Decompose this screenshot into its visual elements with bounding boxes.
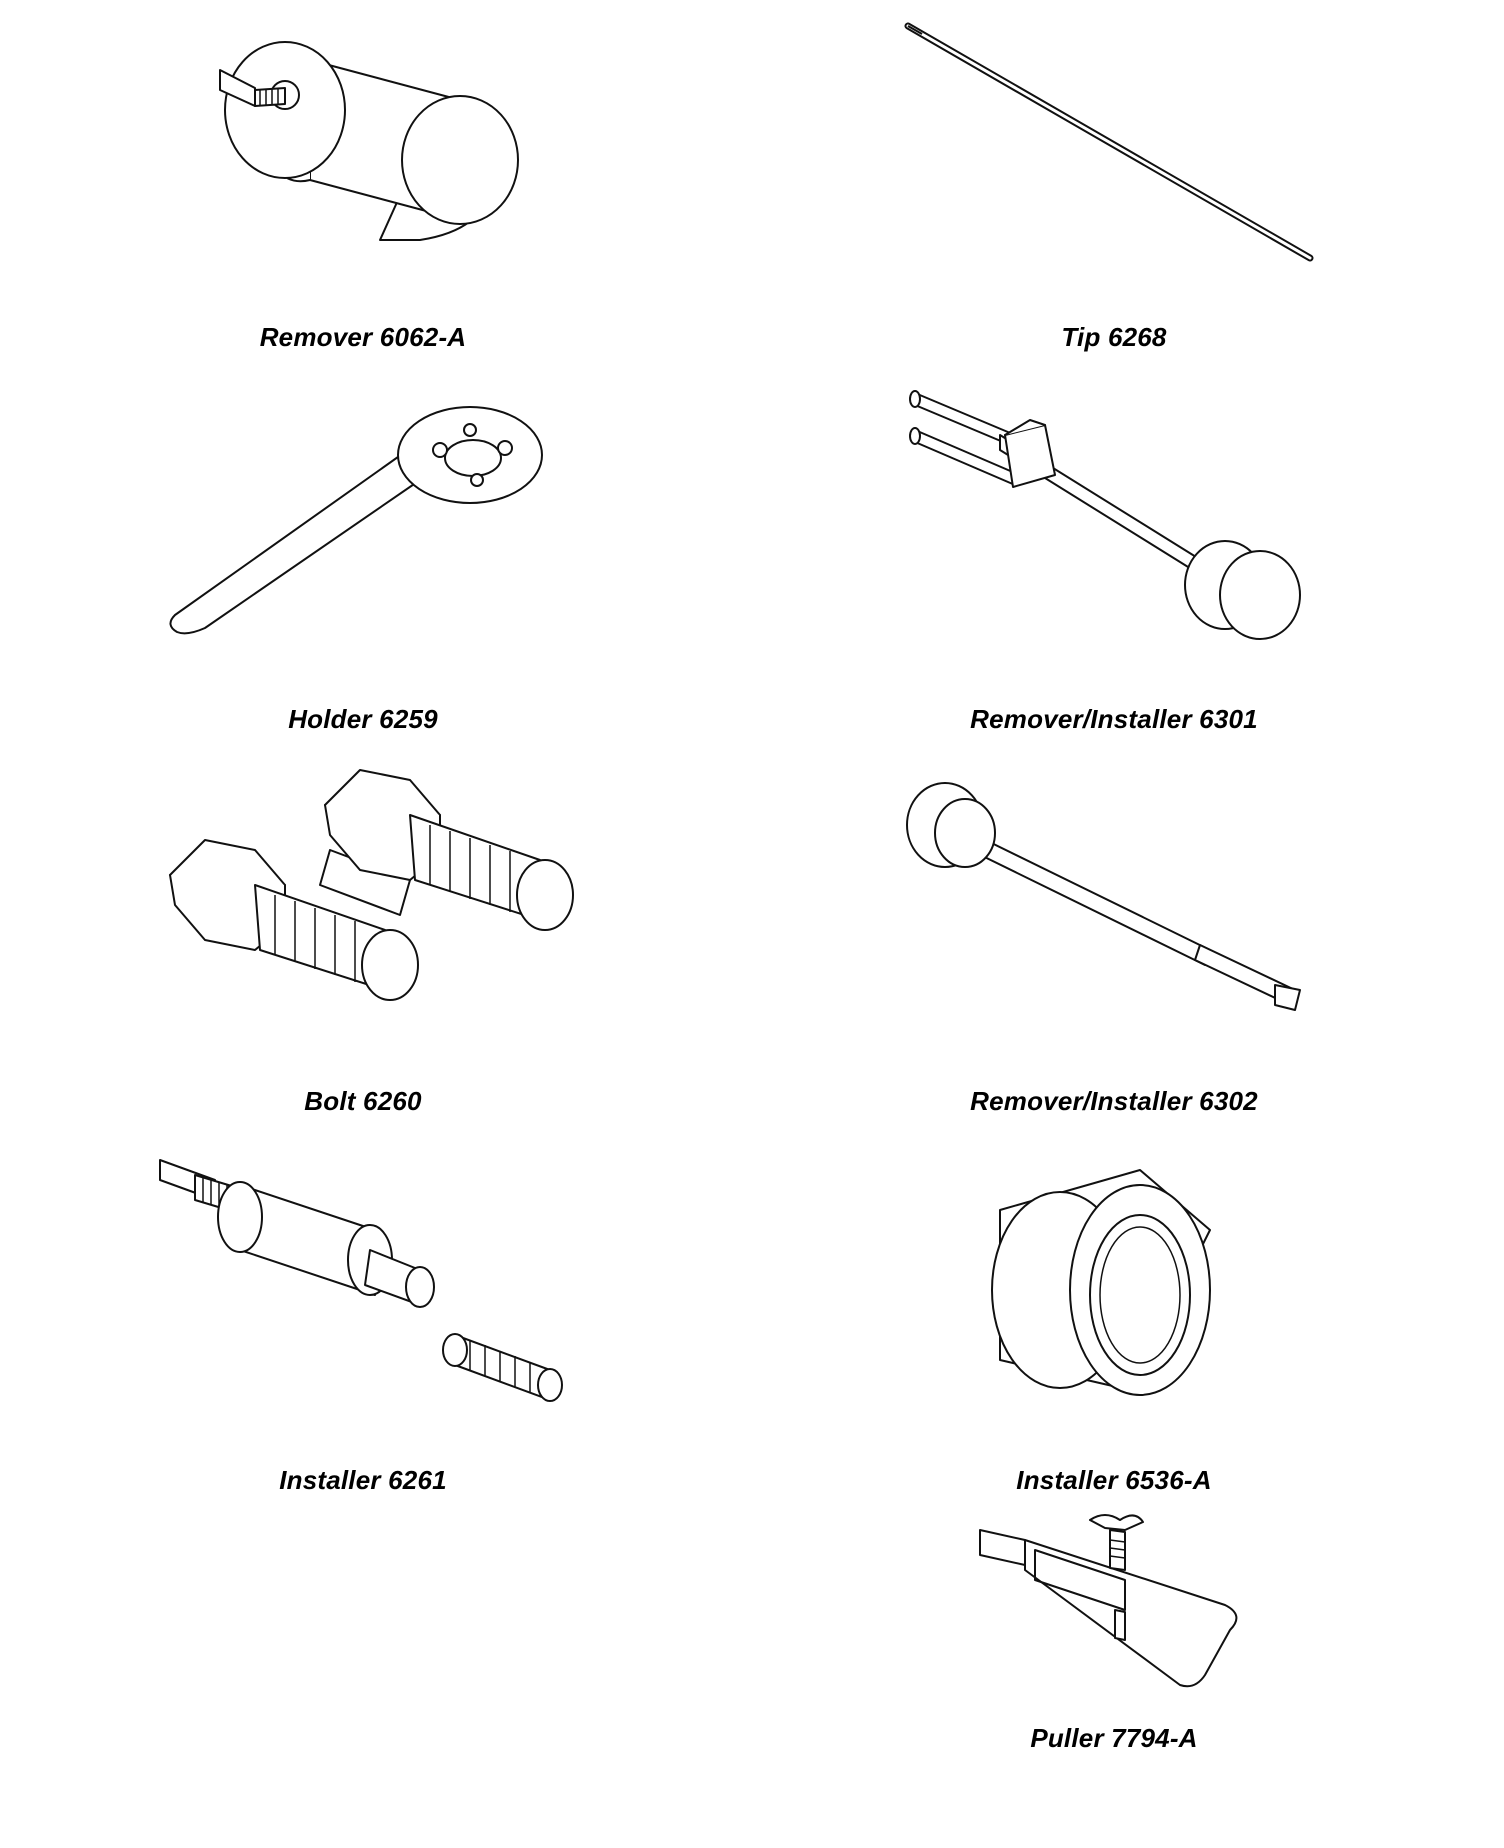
label-puller-7794a: Puller 7794-A (1030, 1723, 1198, 1753)
remover-installer-6301-illustration (905, 375, 1325, 675)
puller-7794a-illustration (975, 1510, 1255, 1700)
tip-6268-illustration (900, 20, 1320, 270)
label-remover-installer-6301: Remover/Installer 6301 (970, 704, 1258, 734)
label-holder-6259: Holder 6259 (288, 704, 438, 734)
installer-6536a-illustration (980, 1150, 1240, 1410)
remover-6062a-illustration (240, 20, 540, 260)
label-remover-installer-6302: Remover/Installer 6302 (970, 1086, 1258, 1116)
label-tip-6268: Tip 6268 (1061, 322, 1167, 352)
label-installer-6261: Installer 6261 (279, 1465, 447, 1495)
bolt-6260-illustration (160, 755, 580, 1055)
remover-installer-6302-illustration (905, 765, 1325, 1025)
installer-6261-illustration (155, 1145, 575, 1415)
holder-6259-illustration (165, 400, 565, 640)
label-remover-6062a: Remover 6062-A (259, 322, 467, 352)
label-installer-6536a: Installer 6536-A (1016, 1465, 1212, 1495)
label-bolt-6260: Bolt 6260 (304, 1086, 422, 1116)
